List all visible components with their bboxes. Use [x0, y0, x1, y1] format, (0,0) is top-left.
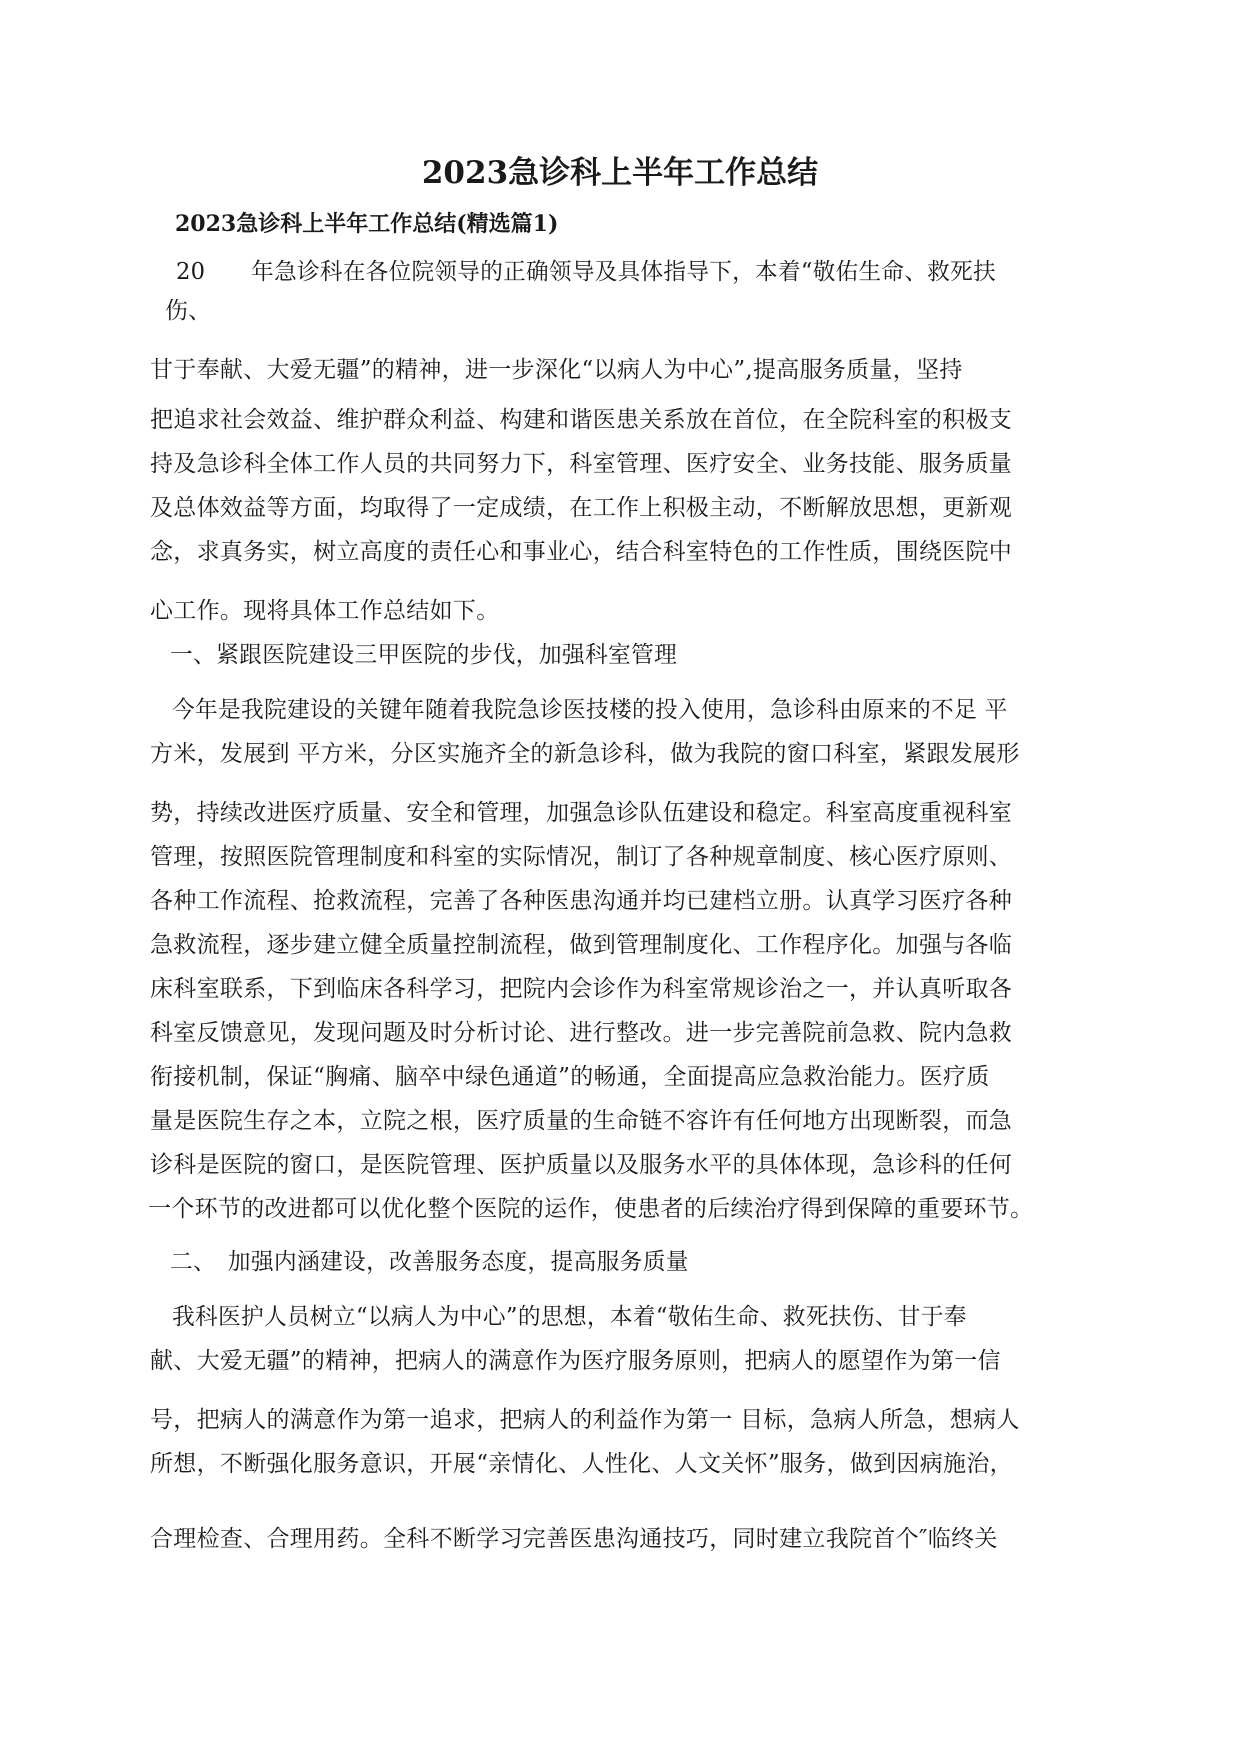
paragraph-line: 衔接机制，保证“胸痛、脑卒中绿色通道”的畅通，全面提高应急救治能力。医疗质 [150, 1064, 990, 1090]
section-heading-1: 一、紧跟医院建设三甲医院的步伐，加强科室管理 [170, 642, 678, 668]
paragraph-line: 各种工作流程、抢救流程，完善了各种医患沟通并均已建档立册。认真学习医疗各种 [150, 888, 1013, 914]
paragraph-line: 势，持续改进医疗质量、安全和管理，加强急诊队伍建设和稳定。科室高度重视科室 [150, 800, 1013, 826]
paragraph-line: 今年是我院建设的关键年随着我院急诊医技楼的投入使用，急诊科由原来的不足 平 [172, 697, 1008, 723]
paragraph-line: 量是医院生存之本，立院之根，医疗质量的生命链不容许有任何地方出现断裂，而急 [150, 1108, 1013, 1134]
paragraph-line: 科室反馈意见，发现问题及时分析讨论、进行整改。进一步完善院前急救、院内急救 [150, 1020, 1013, 1046]
paragraph-line: 号，把病人的满意作为第一追求，把病人的利益作为第一 目标，急病人所急，想病人 [150, 1407, 1020, 1433]
section-heading-2: 二、 加强内涵建设，改善服务态度，提高服务质量 [170, 1249, 689, 1275]
paragraph-line: 20 年急诊科在各位院领导的正确领导及具体指导下，本着“敬佑生命、救死扶 [176, 259, 996, 285]
paragraph-line: 伤、 [165, 298, 212, 324]
paragraph-line: 床科室联系，下到临床各科学习，把院内会诊作为科室常规诊治之一，并认真听取各 [150, 976, 1013, 1002]
paragraph-line: 所想，不断强化服务意识，开展“亲情化、人性化、人文关怀”服务，做到因病施治， [150, 1451, 1013, 1477]
paragraph-line: 及总体效益等方面，均取得了一定成绩，在工作上积极主动，不断解放思想，更新观 [150, 495, 1013, 521]
paragraph-line: 管理，按照医院管理制度和科室的实际情况，制订了各种规章制度、核心医疗原则、 [150, 844, 1013, 870]
paragraph-line: 把追求社会效益、维护群众利益、构建和谐医患关系放在首位，在全院科室的积极支 [150, 407, 1013, 433]
paragraph-line: 一个环节的改进都可以优化整个医院的运作，使患者的后续治疗得到保障的重要环节。 [148, 1196, 1034, 1222]
document-title: 2023急诊科上半年工作总结 [421, 155, 819, 191]
paragraph-line: 诊科是医院的窗口，是医院管理、医护质量以及服务水平的具体体现，急诊科的任何 [150, 1152, 1013, 1178]
paragraph-line: 献、大爱无疆”的精神，把病人的满意作为医疗服务原则，把病人的愿望作为第一信 [150, 1348, 1001, 1374]
paragraph-line: 心工作。现将具体工作总结如下。 [150, 598, 500, 624]
paragraph-line: 急救流程，逐步建立健全质量控制流程，做到管理制度化、工作程序化。加强与各临 [150, 932, 1013, 958]
paragraph-line: 甘于奉献、大爱无疆”的精神，进一步深化“以病人为中心”,提高服务质量，坚持 [150, 357, 963, 383]
document-subtitle: 2023急诊科上半年工作总结(精选篇1) [175, 211, 559, 237]
paragraph-line: 持及急诊科全体工作人员的共同努力下，科室管理、医疗安全、业务技能、服务质量 [150, 451, 1013, 477]
paragraph-line: 方米，发展到 平方米，分区实施齐全的新急诊科，做为我院的窗口科室，紧跟发展形 [150, 741, 1020, 767]
paragraph-line: 我科医护人员树立“以病人为中心”的思想，本着“敬佑生命、救死扶伤、甘于奉 [172, 1304, 967, 1330]
paragraph-line: 念，求真务实，树立高度的责任心和事业心，结合科室特色的工作性质，围绕医院中 [150, 539, 1013, 565]
paragraph-line: 合理检查、合理用药。全科不断学习完善医患沟通技巧，同时建立我院首个″临终关 [150, 1526, 998, 1552]
